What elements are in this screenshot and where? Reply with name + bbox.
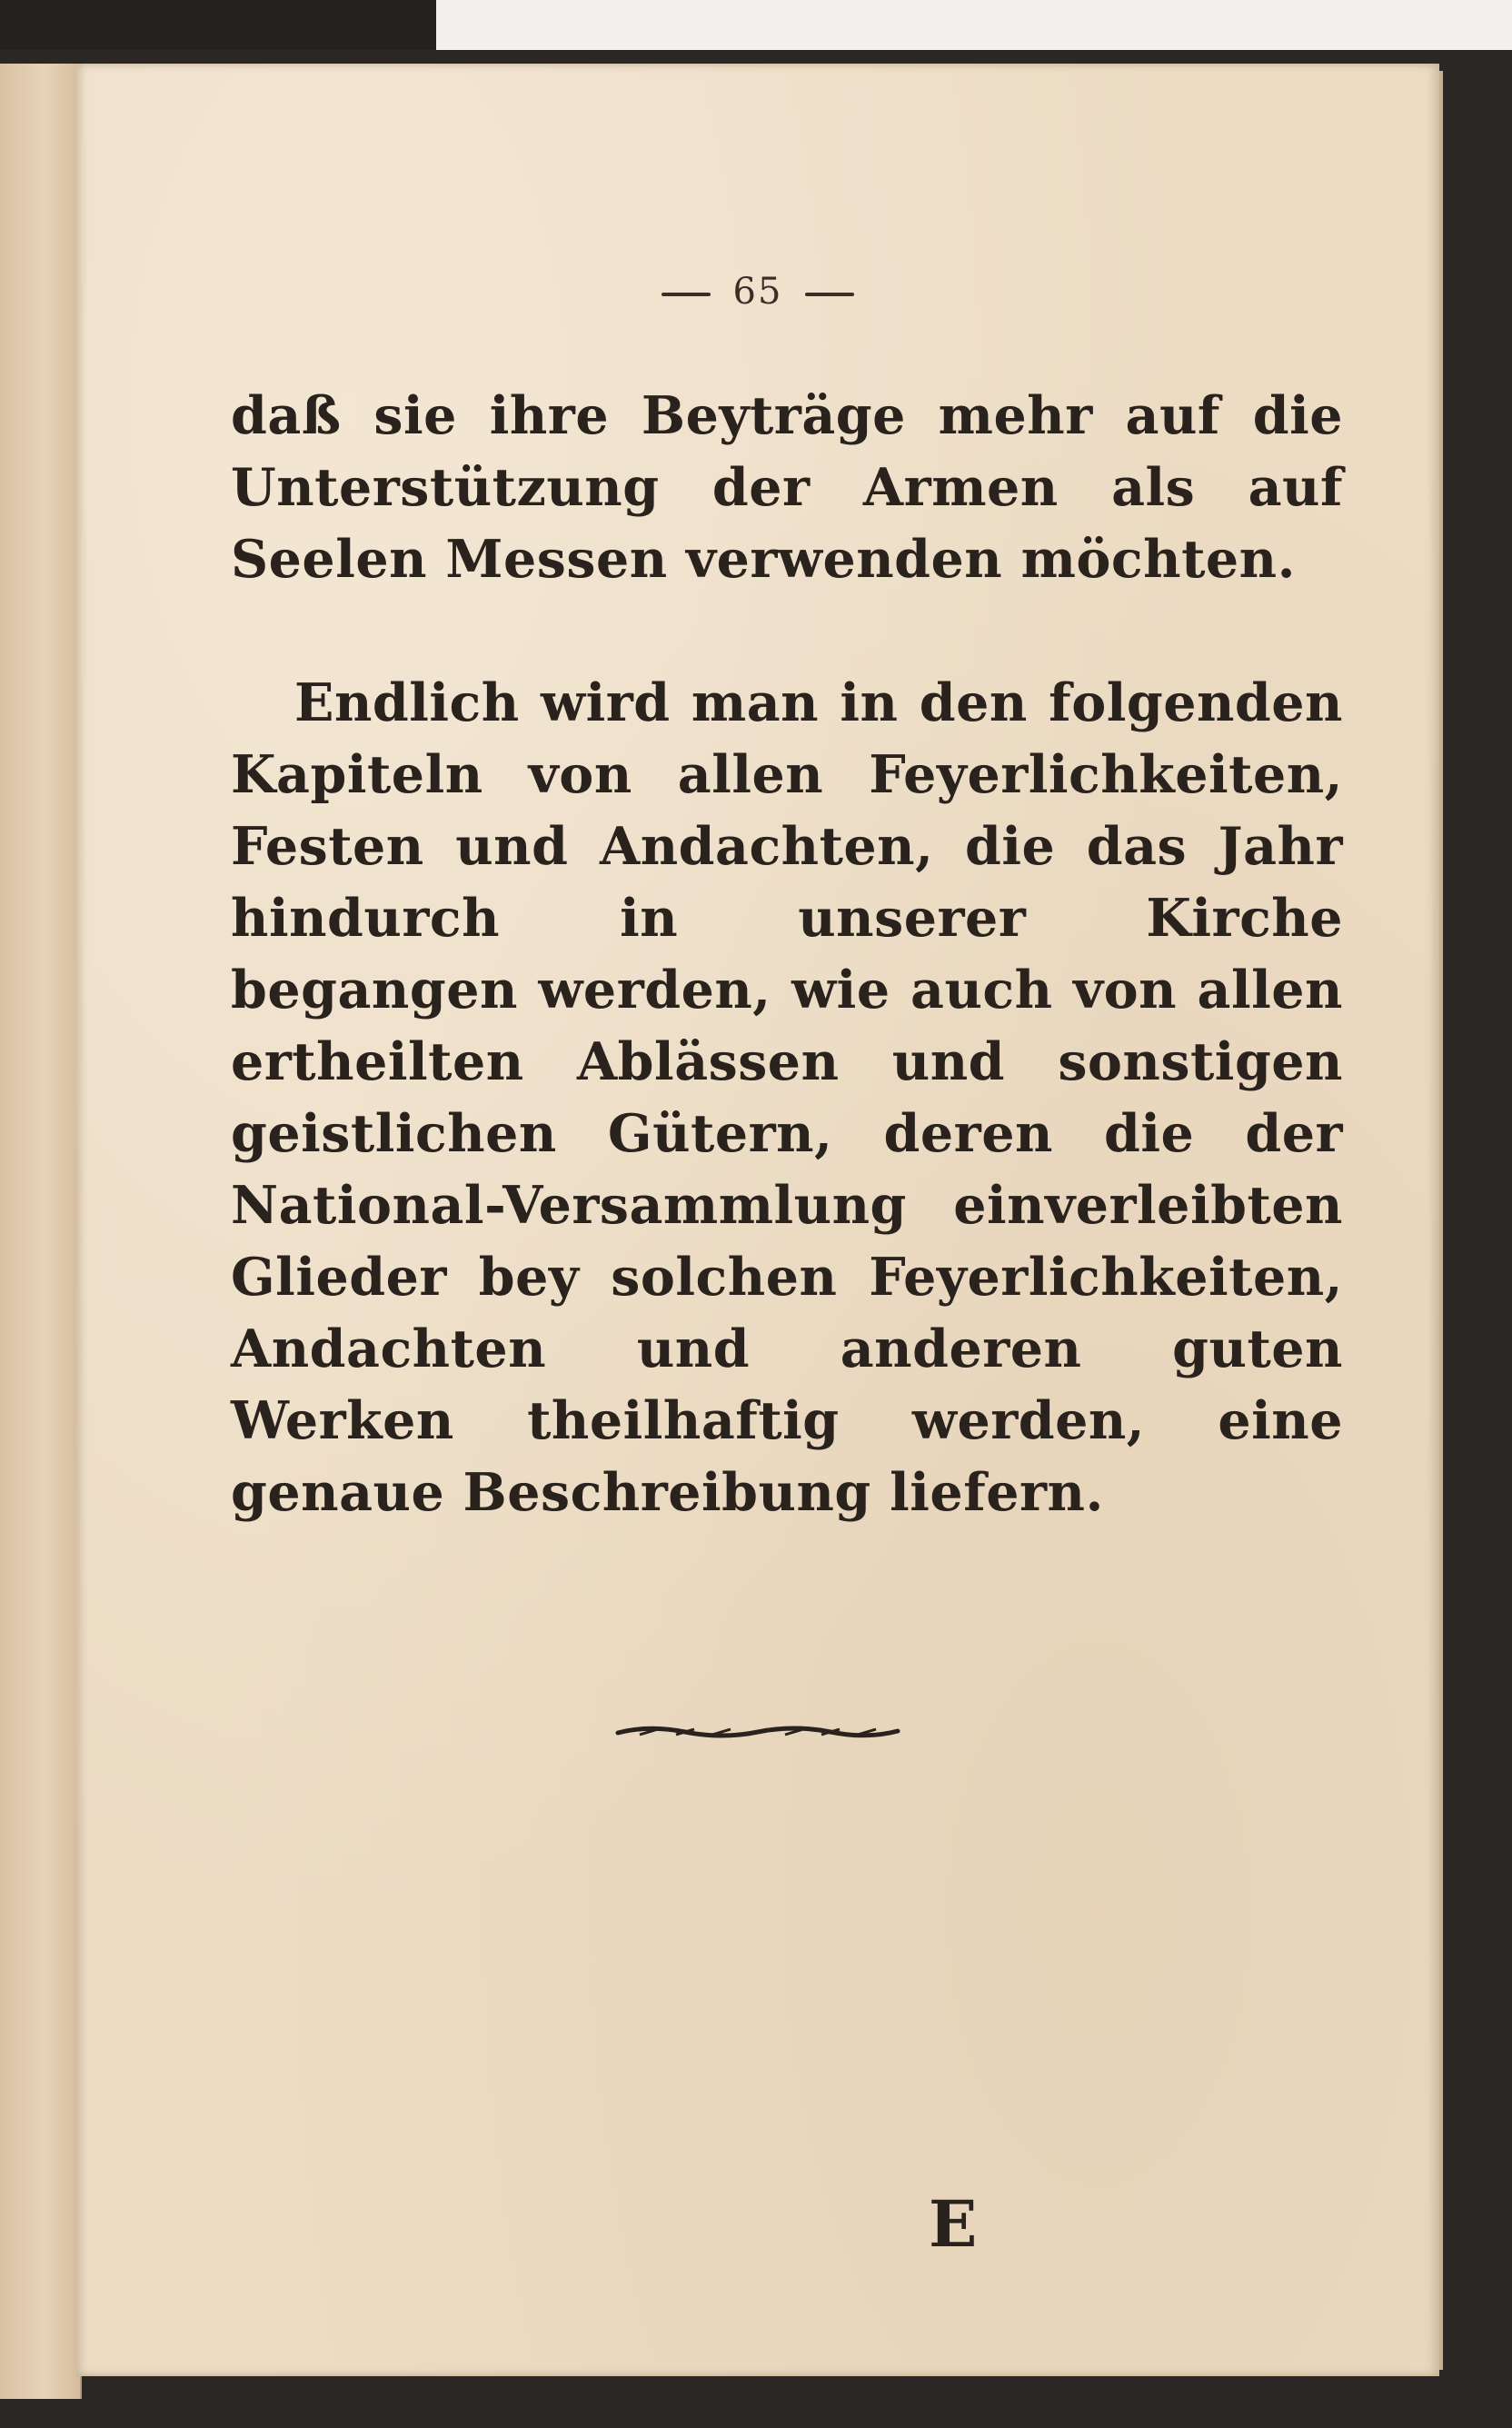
- paragraph-1: daß sie ihre Beyträge mehr auf die Unterstützung der Armen als auf Seelen Messen verwenden möchten.: [231, 385, 1343, 590]
- ornament-divider: [612, 1723, 903, 1741]
- left-page-edge: [0, 64, 82, 2399]
- paragraph-2: Endlich wird man in den folgenden Kapiteln von allen Feyerlichkeiten, Festen und Andachten, die das Jahr hindurch in unserer Kirche begangen werden, wie auch von allen ertheilten Ablässen und sonstigen geistlichen Gütern, deren die der National-Versammlung einverleibten Glieder bey solchen Feyerlichkeiten, Andachten und anderen guten Werken theilhaftig werden, eine genaue Beschreibung liefern.: [231, 672, 1343, 1523]
- scanner-bed-edge: [436, 0, 1512, 50]
- paragraph-2-wrapper: [231, 667, 1343, 1528]
- signature-mark: E: [929, 2186, 978, 2262]
- header-dash-left: [662, 293, 711, 296]
- book-page: [76, 64, 1439, 2376]
- page-number: 65: [732, 271, 783, 313]
- header-dash-right: [805, 293, 854, 296]
- page-header: [76, 271, 1439, 313]
